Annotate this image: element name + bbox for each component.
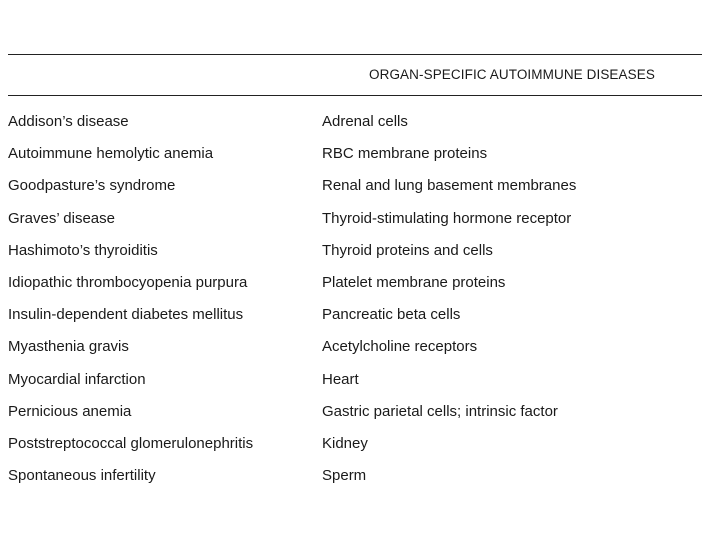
table-row <box>8 206 702 238</box>
disease-cell: Myasthenia gravis <box>8 338 129 356</box>
table-header <box>8 55 702 96</box>
target-cell: Thyroid proteins and cells <box>322 241 493 259</box>
table-body <box>8 109 702 495</box>
disease-cell: Insulin-dependent diabetes mellitus <box>8 306 244 324</box>
target-cell: Kidney <box>322 434 368 452</box>
table-row <box>8 367 702 399</box>
disease-table <box>8 54 702 485</box>
target-cell: Pancreatic beta cells <box>322 306 461 324</box>
table-row <box>8 302 702 334</box>
target-cell: Sperm <box>322 467 367 485</box>
disease-cell: Autoimmune hemolytic anemia <box>8 145 214 163</box>
target-cell: RBC membrane proteins <box>322 145 488 163</box>
disease-cell: Myocardial infarction <box>8 370 146 388</box>
disease-cell: Addison’s disease <box>8 113 129 130</box>
table-row <box>8 431 702 463</box>
table-row <box>8 270 702 302</box>
disease-cell: Goodpasture’s syndrome <box>8 177 176 195</box>
disease-cell: Pernicious anemia <box>8 402 132 420</box>
target-cell: Thyroid-stimulating hormone receptor <box>322 209 572 227</box>
disease-cell: Poststreptococcal glomerulonephritis <box>8 434 254 452</box>
table-row <box>8 238 702 270</box>
table-row <box>8 141 702 173</box>
table-row <box>8 109 702 141</box>
table-header-title: ORGAN-SPECIFIC AUTOIMMUNE DISEASES <box>369 67 655 82</box>
table-row <box>8 173 702 205</box>
target-cell: Gastric parietal cells; intrinsic factor <box>322 402 558 420</box>
target-cell: Platelet membrane proteins <box>322 273 506 291</box>
target-cell: Acetylcholine receptors <box>322 338 478 356</box>
disease-cell: Spontaneous infertility <box>8 467 156 485</box>
table-row <box>8 399 702 431</box>
table-row <box>8 334 702 366</box>
disease-cell: Idiopathic thrombocyopenia purpura <box>8 273 248 291</box>
table-row <box>8 463 702 495</box>
disease-cell: Hashimoto’s thyroiditis <box>8 241 158 259</box>
target-cell: Heart <box>322 370 359 388</box>
target-cell: Adrenal cells <box>322 113 408 130</box>
target-cell: Renal and lung basement membranes <box>322 177 577 195</box>
disease-cell: Graves’ disease <box>8 209 115 227</box>
